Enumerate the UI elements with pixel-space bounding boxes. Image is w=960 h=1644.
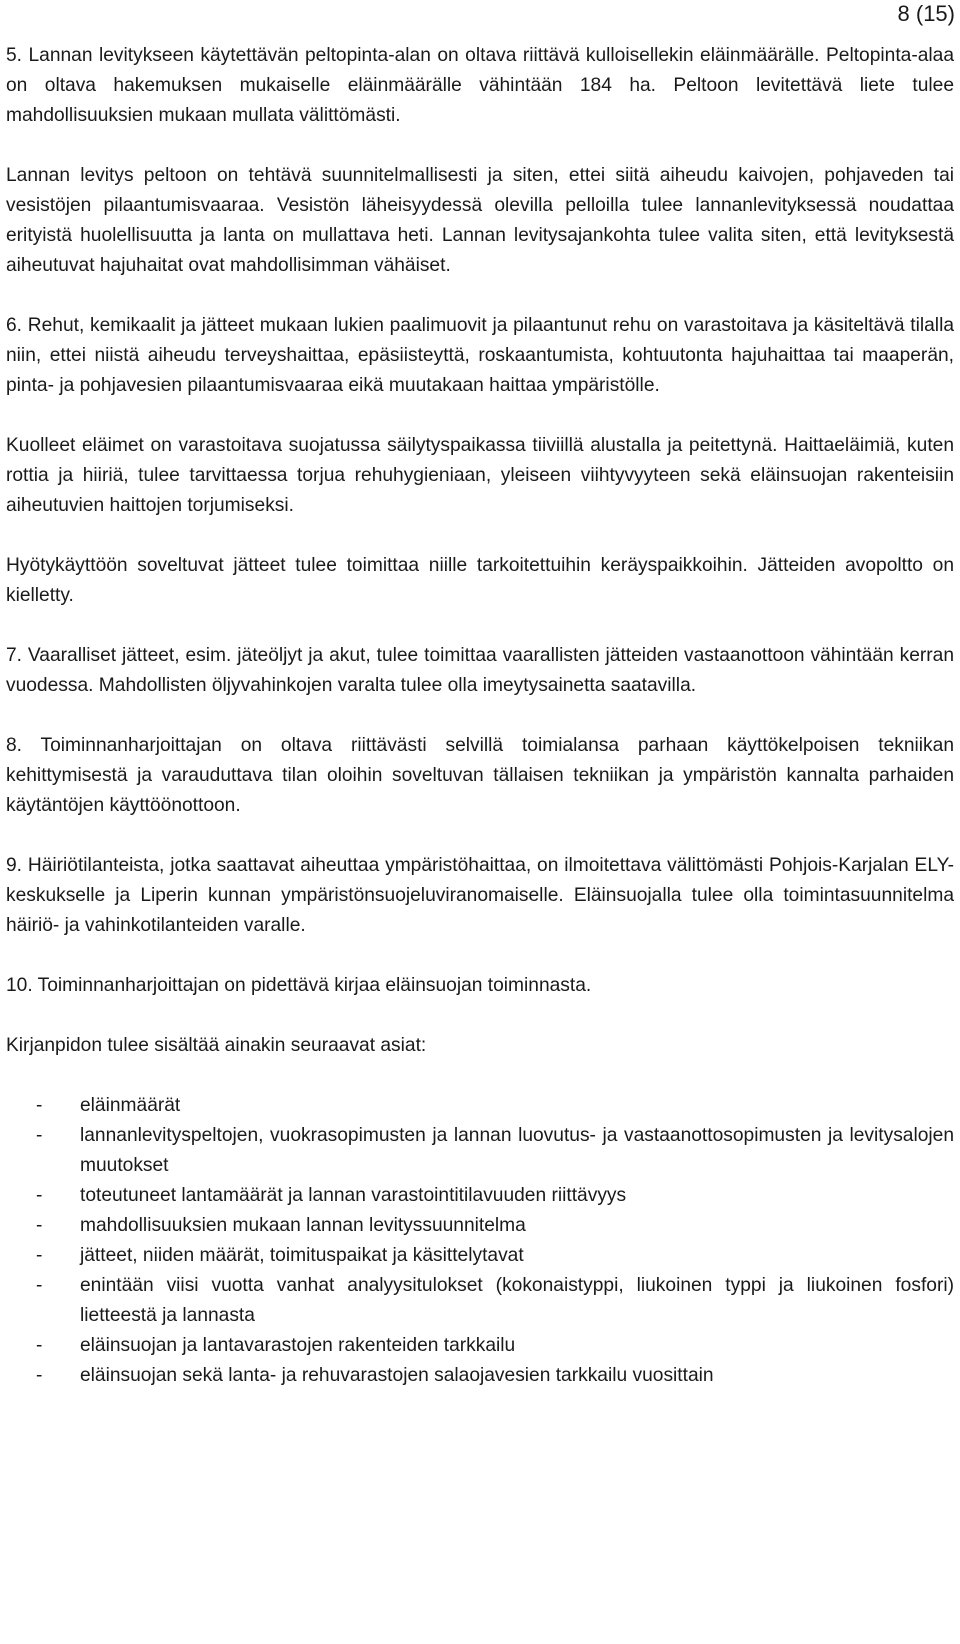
list-item-text: enintään viisi vuotta vanhat analyysitulokset (kokonaistyppi, liukoinen typpi ja liukoinen fosfori) lietteestä ja lannasta bbox=[80, 1275, 954, 1326]
paragraph-best-available-technique: 8. Toiminnanharjoittajan on oltava riittävästi selvillä toimialansa parhaan käyttökelpoisen tekniikan kehittymisestä ja varauduttava tilan oloihin soveltuvan tällaisen tekniikan ja ympäristön kannalta parhaiden käytäntöjen käyttöönottoon. bbox=[6, 735, 954, 816]
list-item-text: eläinmäärät bbox=[80, 1095, 181, 1116]
list-item bbox=[6, 1091, 954, 1121]
paragraph-recyclable-waste: Hyötykäyttöön soveltuvat jätteet tulee toimittaa niille tarkoitettuihin keräyspaikkoihin. Jätteiden avopoltto on kielletty. bbox=[6, 555, 954, 606]
list-bullet: - bbox=[36, 1215, 43, 1236]
list-item bbox=[6, 1181, 954, 1211]
list-bullet: - bbox=[36, 1125, 43, 1146]
list-item bbox=[6, 1271, 954, 1331]
paragraph-records-contents-intro: Kirjanpidon tulee sisältää ainakin seuraavat asiat: bbox=[6, 1035, 427, 1056]
paragraph-incident-reporting: 9. Häiriötilanteista, jotka saattavat aiheuttaa ympäristöhaittaa, on ilmoitettava välittömästi Pohjois-Karjalan ELY-keskukselle ja Liperin kunnan ympäristönsuojeluviranomaiselle. Eläinsuojalla tulee olla toimintasuunnitelma häiriö- ja vahinkotilanteiden varalle. bbox=[6, 855, 954, 936]
paragraph-storage-of-feed-chemicals-waste: 6. Rehut, kemikaalit ja jätteet mukaan lukien paalimuovit ja pilaantunut rehu on varastoitava ja käsiteltävä tilalla niin, ettei niistä aiheudu terveyshaittaa, epäsiisteyttä, roskaantumista, kohtuutonta hajuhaittaa tai maaperän, pinta- ja pohjavesien pilaantumisvaaraa eikä muutakaan haittaa ympäristölle. bbox=[6, 315, 954, 396]
list-item bbox=[6, 1331, 954, 1361]
list-item-text: toteutuneet lantamäärät ja lannan varastointitilavuuden riittävyys bbox=[80, 1185, 627, 1206]
list-item-text: mahdollisuuksien mukaan lannan levityssuunnitelma bbox=[80, 1215, 526, 1236]
list-item bbox=[6, 1211, 954, 1241]
paragraph-dead-animals-pests: Kuolleet eläimet on varastoitava suojatussa säilytyspaikassa tiiviillä alustalla ja peitettynä. Haittaeläimiä, kuten rottia ja hiiriä, tulee tarvittaessa torjua rehuhygieniaan, yleiseen viihtyvyyteen sekä eläinsuojan rakenteisiin aiheutuvien haittojen torjumiseksi. bbox=[6, 435, 954, 516]
list-bullet: - bbox=[36, 1275, 43, 1296]
document-body bbox=[6, 41, 954, 1391]
list-item bbox=[6, 1241, 954, 1271]
list-item-text: jätteet, niiden määrät, toimituspaikat ja käsittelytavat bbox=[80, 1245, 524, 1266]
list-item-text: lannanlevityspeltojen, vuokrasopimusten ja lannan luovutus- ja vastaanottosopimusten ja levitysalojen muutokset bbox=[80, 1125, 954, 1176]
list-item bbox=[6, 1361, 954, 1391]
paragraph-record-keeping: 10. Toiminnanharjoittajan on pidettävä kirjaa eläinsuojan toiminnasta. bbox=[6, 975, 592, 996]
paragraph-manure-spreading-area: 5. Lannan levitykseen käytettävän peltopinta-alan on oltava riittävä kulloisellekin eläinmäärälle. Peltopinta-alaa on oltava hakemuksen mukaiselle eläinmäärälle vähintään 184 ha. Peltoon levitettävä liete tulee mahdollisuuksien mukaan mullata välittömästi. bbox=[6, 45, 954, 126]
list-item bbox=[6, 1121, 954, 1181]
list-item-text: eläinsuojan ja lantavarastojen rakenteiden tarkkailu bbox=[80, 1335, 516, 1356]
list-item-text: eläinsuojan sekä lanta- ja rehuvarastojen salaojavesien tarkkailu vuosittain bbox=[80, 1365, 714, 1386]
list-bullet: - bbox=[36, 1095, 43, 1116]
paragraph-hazardous-waste: 7. Vaaralliset jätteet, esim. jäteöljyt ja akut, tulee toimittaa vaarallisten jätteiden vastaanottoon vähintään kerran vuodessa. Mahdollisten öljyvahinkojen varalta tulee olla imeytysainetta saatavilla. bbox=[6, 645, 954, 696]
list-bullet: - bbox=[36, 1335, 43, 1356]
records-list bbox=[6, 1091, 954, 1391]
paragraph-manure-spreading-planning: Lannan levitys peltoon on tehtävä suunnitelmallisesti ja siten, ettei siitä aiheudu kaivojen, pohjaveden tai vesistöjen pilaantumisvaaraa. Vesistön läheisyydessä olevilla pelloilla tulee lannanlevityksessä noudattaa erityistä huolellisuutta ja lanta on mullattava heti. Lannan levitysajankohta tulee valita siten, että levityksestä aiheutuvat hajuhaitat ovat mahdollisimman vähäiset. bbox=[6, 165, 954, 276]
list-bullet: - bbox=[36, 1365, 43, 1386]
list-bullet: - bbox=[36, 1185, 43, 1206]
page-number: 8 (15) bbox=[897, 1, 955, 26]
list-bullet: - bbox=[36, 1245, 43, 1266]
